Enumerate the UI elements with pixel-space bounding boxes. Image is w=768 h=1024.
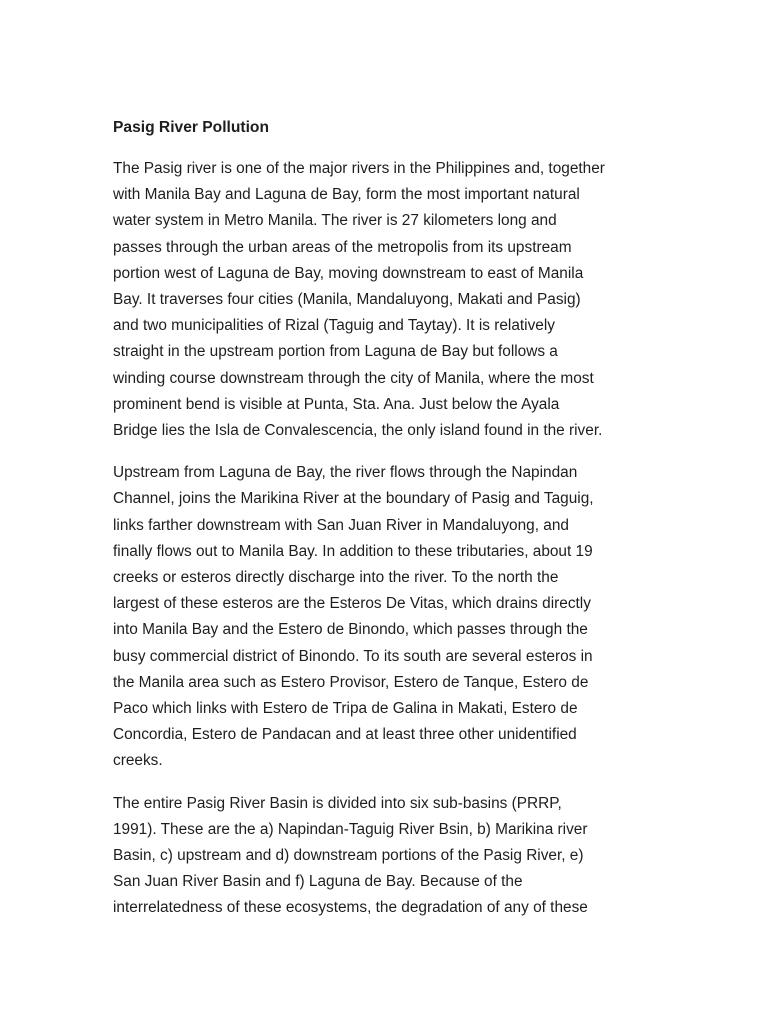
paragraph-1 [113,156,661,444]
paragraph-line: winding course downstream through the city of Manila, where the most [113,369,594,387]
paragraph-line: and two municipalities of Rizal (Taguig and Taytay). It is relatively [113,317,555,335]
document-title: Pasig River Pollution [113,119,269,136]
paragraph-line: the Manila area such as Estero Provisor, Estero de Tanque, Estero de [113,673,589,691]
paragraph-line: The Pasig river is one of the major rivers in the Philippines and, together [113,160,605,177]
paragraph-line: portion west of Laguna de Bay, moving downstream to east of Manila [113,264,584,282]
paragraph-line: Channel, joins the Marikina River at the boundary of Pasig and Taguig, [113,490,594,508]
paragraph-line: San Juan River Basin and f) Laguna de Bay. Because of the [113,873,523,891]
paragraph-line: finally flows out to Manila Bay. In addition to these tributaries, about 19 [113,542,593,560]
paragraph-line: busy commercial district of Binondo. To its south are several esteros in [113,647,593,665]
paragraph-line: with Manila Bay and Laguna de Bay, form the most important natural [113,186,580,204]
paragraph-line: Bridge lies the Isla de Convalescencia, the only island found in the river. [113,422,603,440]
paragraph-line: Upstream from Laguna de Bay, the river flows through the Napindan [113,464,578,482]
paragraph-line: largest of these esteros are the Esteros De Vitas, which drains directly [113,595,591,613]
paragraph-3 [113,791,661,922]
paragraph-line: into Manila Bay and the Estero de Binondo, which passes through the [113,621,588,639]
paragraph-line: Paco which links with Estero de Tripa de Galina in Makati, Estero de [113,700,578,718]
paragraph-line: Concordia, Estero de Pandacan and at least three other unidentified [113,726,577,744]
paragraph-line: prominent bend is visible at Punta, Sta. Ana. Just below the Ayala [113,395,560,413]
paragraph-line: Bay. It traverses four cities (Manila, Mandaluyong, Makati and Pasig) [113,291,581,309]
paragraph-line: water system in Metro Manila. The river is 27 kilometers long and [113,212,557,230]
paragraph-2 [113,460,661,774]
paragraph-line: straight in the upstream portion from Laguna de Bay but follows a [113,343,558,361]
paragraph-line: 1991). These are the a) Napindan-Taguig River Bsin, b) Marikina river [113,820,588,838]
paragraph-line: links farther downstream with San Juan River in Mandaluyong, and [113,516,569,534]
paragraph-line: creeks. [113,752,163,770]
paragraph-line: The entire Pasig River Basin is divided into six sub-basins (PRRP, [113,794,562,812]
paragraph-line: creeks or esteros directly discharge into the river. To the north the [113,569,559,587]
document-body [113,116,661,938]
paragraph-line: passes through the urban areas of the metropolis from its upstream [113,238,572,256]
paragraph-line: interrelatedness of these ecosystems, the degradation of any of these [113,899,588,917]
paragraph-line: Basin, c) upstream and d) downstream portions of the Pasig River, e) [113,847,584,865]
